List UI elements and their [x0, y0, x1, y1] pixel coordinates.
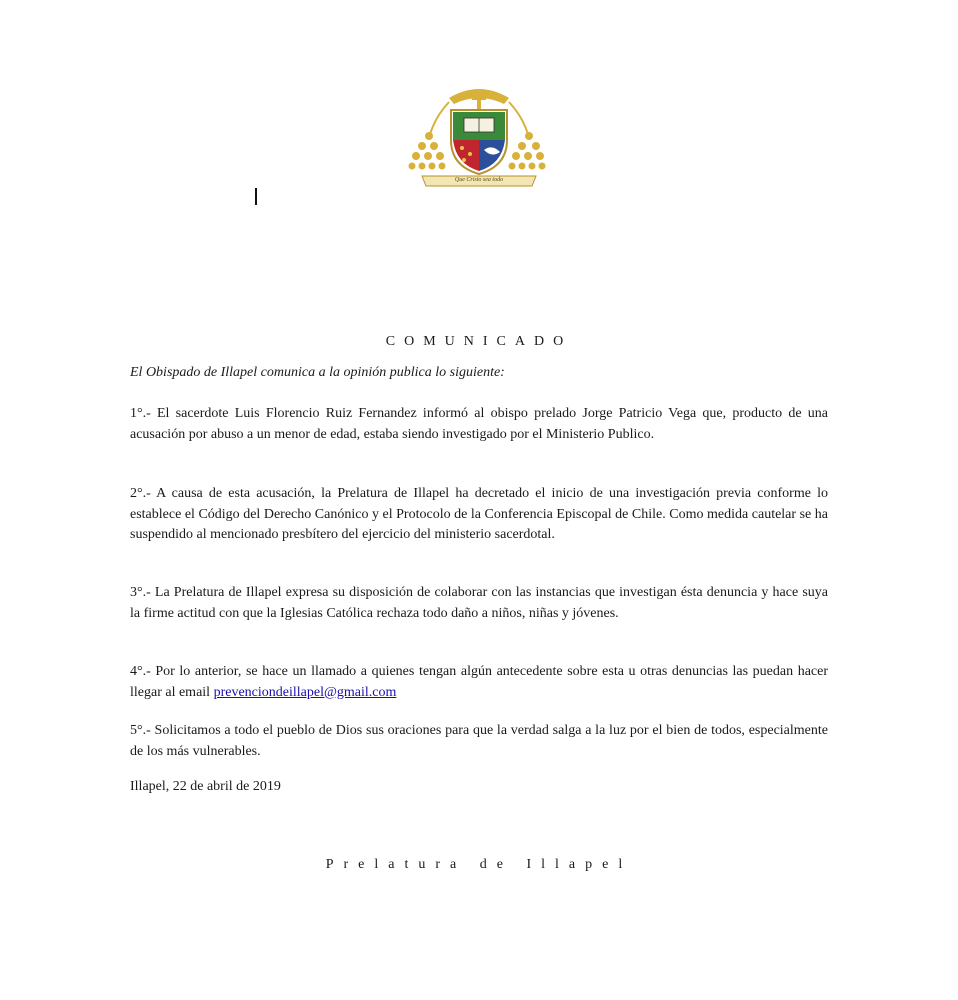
place-date: Illapel, 22 de abril de 2019 — [130, 779, 281, 794]
signature: Prelatura de Illapel — [325, 857, 633, 872]
paragraph-3: 3°.- La Prelatura de Illapel expresa su disposición de colaborar con las instancias que investigan ésta denuncia y hace suya la firme actitud con que la Iglesias Católica rechaza todo daño a niños, niñas y jóvenes. — [130, 585, 828, 621]
paragraph-4 — [130, 662, 828, 703]
paragraph-5: 5°.- Solicitamos a todo el pueblo de Dios sus oraciones para que la verdad salga a la luz por el bien de todos, especialmente de los más vulnerables. — [130, 723, 828, 759]
document-title: COMUNICADO — [385, 334, 573, 349]
paragraph-4-text: 4°.- Por lo anterior, se hace un llamado a quienes tengan algún antecedente sobre esta u otras denuncias las puedan hacer llegar al email — [130, 664, 828, 700]
paragraph-2: 2°.- A causa de esta acusación, la Prelatura de Illapel ha decretado el inicio de una investigación previa conforme lo establece el Código del Derecho Canónico y el Protocolo de la Conferencia Episcopal de Chile. Como medida cautelar se ha suspendido al mencionado presbítero del ejercicio del ministerio sacerdotal. — [130, 486, 828, 542]
coat-of-arms — [404, 78, 554, 194]
email-link[interactable]: prevenciondeillapel@gmail.com — [213, 684, 397, 700]
text-cursor — [255, 188, 257, 205]
intro-line: El Obispado de Illapel comunica a la opinión publica lo siguiente: — [130, 365, 505, 380]
crest-motto: Que Cristo sea todo — [454, 177, 504, 183]
paragraph-1: 1°.- El sacerdote Luis Florencio Ruiz Fernandez informó al obispo prelado Jorge Patricio Vega que, producto de una acusación por abuso a un menor de edad, estaba siendo investigado por el Ministerio Publico. — [130, 406, 828, 442]
